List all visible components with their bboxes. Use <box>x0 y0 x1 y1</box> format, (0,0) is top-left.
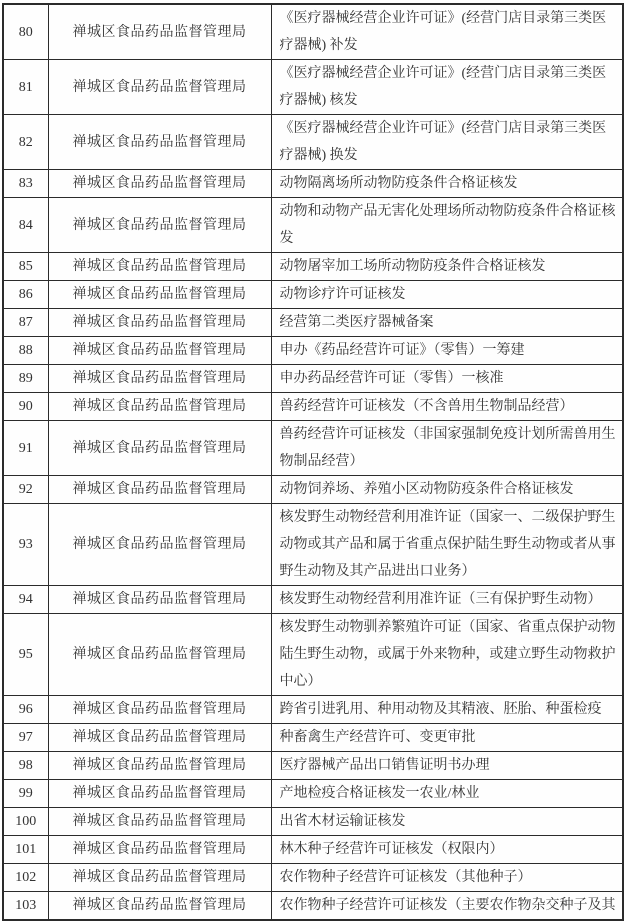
agency-cell: 禅城区食品药品监督管理局 <box>48 892 271 921</box>
item-name-cell: 核发野生动物经营利用准许证（三有保护野生动物） <box>271 586 623 614</box>
item-name-cell: 林木种子经营许可证核发（权限内） <box>271 836 623 864</box>
table-row <box>3 864 623 892</box>
agency-cell: 禅城区食品药品监督管理局 <box>48 864 271 892</box>
table-row <box>3 198 623 253</box>
agency-cell: 禅城区食品药品监督管理局 <box>48 421 271 476</box>
agency-cell: 禅城区食品药品监督管理局 <box>48 4 271 60</box>
row-number-cell: 87 <box>3 309 48 337</box>
table-row <box>3 115 623 170</box>
table-row <box>3 365 623 393</box>
approval-items-table-wrap <box>2 3 622 921</box>
table-row <box>3 780 623 808</box>
table-row <box>3 337 623 365</box>
agency-cell: 禅城区食品药品监督管理局 <box>48 808 271 836</box>
table-row <box>3 586 623 614</box>
agency-cell: 禅城区食品药品监督管理局 <box>48 365 271 393</box>
row-number-cell: 85 <box>3 253 48 281</box>
row-number-cell: 102 <box>3 864 48 892</box>
agency-cell: 禅城区食品药品监督管理局 <box>48 780 271 808</box>
agency-cell: 禅城区食品药品监督管理局 <box>48 281 271 309</box>
item-name-cell: 农作物种子经营许可证核发（主要农作物杂交种子及其 <box>271 892 623 921</box>
row-number-cell: 86 <box>3 281 48 309</box>
row-number-cell: 83 <box>3 170 48 198</box>
row-number-cell: 100 <box>3 808 48 836</box>
agency-cell: 禅城区食品药品监督管理局 <box>48 586 271 614</box>
row-number-cell: 88 <box>3 337 48 365</box>
agency-cell: 禅城区食品药品监督管理局 <box>48 115 271 170</box>
item-name-cell: 动物饲养场、养殖小区动物防疫条件合格证核发 <box>271 476 623 504</box>
table-row <box>3 393 623 421</box>
item-name-cell: 核发野生动物驯养繁殖许可证（国家、省重点保护动物陆生野生动物，或属于外来物种，或建立野生动物救护中心） <box>271 614 623 696</box>
row-number-cell: 91 <box>3 421 48 476</box>
agency-cell: 禅城区食品药品监督管理局 <box>48 752 271 780</box>
agency-cell: 禅城区食品药品监督管理局 <box>48 393 271 421</box>
agency-cell: 禅城区食品药品监督管理局 <box>48 60 271 115</box>
table-row <box>3 4 623 60</box>
row-number-cell: 89 <box>3 365 48 393</box>
agency-cell: 禅城区食品药品监督管理局 <box>48 614 271 696</box>
agency-cell: 禅城区食品药品监督管理局 <box>48 724 271 752</box>
row-number-cell: 103 <box>3 892 48 921</box>
item-name-cell: 兽药经营许可证核发（不含兽用生物制品经营） <box>271 393 623 421</box>
item-name-cell: 《医疗器械经营企业许可证》(经营门店目录第三类医疗器械) 核发 <box>271 60 623 115</box>
table-row <box>3 724 623 752</box>
table-row <box>3 421 623 476</box>
row-number-cell: 80 <box>3 4 48 60</box>
table-row <box>3 504 623 586</box>
item-name-cell: 动物屠宰加工场所动物防疫条件合格证核发 <box>271 253 623 281</box>
item-name-cell: 医疗器械产品出口销售证明书办理 <box>271 752 623 780</box>
row-number-cell: 93 <box>3 504 48 586</box>
agency-cell: 禅城区食品药品监督管理局 <box>48 836 271 864</box>
agency-cell: 禅城区食品药品监督管理局 <box>48 476 271 504</box>
row-number-cell: 90 <box>3 393 48 421</box>
row-number-cell: 84 <box>3 198 48 253</box>
item-name-cell: 出省木材运输证核发 <box>271 808 623 836</box>
agency-cell: 禅城区食品药品监督管理局 <box>48 337 271 365</box>
row-number-cell: 96 <box>3 696 48 724</box>
table-row <box>3 170 623 198</box>
table-row <box>3 808 623 836</box>
item-name-cell: 种畜禽生产经营许可、变更审批 <box>271 724 623 752</box>
row-number-cell: 82 <box>3 115 48 170</box>
item-name-cell: 产地检疫合格证核发一农业/林业 <box>271 780 623 808</box>
item-name-cell: 核发野生动物经营利用准许证（国家一、二级保护野生动物或其产品和属于省重点保护陆生野生动物或者从事野生动物及其产品进出口业务） <box>271 504 623 586</box>
agency-cell: 禅城区食品药品监督管理局 <box>48 309 271 337</box>
row-number-cell: 92 <box>3 476 48 504</box>
row-number-cell: 94 <box>3 586 48 614</box>
table-row <box>3 309 623 337</box>
agency-cell: 禅城区食品药品监督管理局 <box>48 253 271 281</box>
item-name-cell: 动物诊疗许可证核发 <box>271 281 623 309</box>
agency-cell: 禅城区食品药品监督管理局 <box>48 696 271 724</box>
agency-cell: 禅城区食品药品监督管理局 <box>48 170 271 198</box>
row-number-cell: 98 <box>3 752 48 780</box>
table-row <box>3 836 623 864</box>
item-name-cell: 农作物种子经营许可证核发（其他种子） <box>271 864 623 892</box>
row-number-cell: 101 <box>3 836 48 864</box>
table-row <box>3 696 623 724</box>
table-row <box>3 476 623 504</box>
row-number-cell: 95 <box>3 614 48 696</box>
item-name-cell: 动物和动物产品无害化处理场所动物防疫条件合格证核发 <box>271 198 623 253</box>
agency-cell: 禅城区食品药品监督管理局 <box>48 198 271 253</box>
item-name-cell: 申办药品经营许可证（零售）一核准 <box>271 365 623 393</box>
item-name-cell: 《医疗器械经营企业许可证》(经营门店目录第三类医疗器械) 换发 <box>271 115 623 170</box>
row-number-cell: 99 <box>3 780 48 808</box>
approval-items-table <box>2 3 624 921</box>
table-row <box>3 892 623 921</box>
item-name-cell: 跨省引进乳用、种用动物及其精液、胚胎、种蛋检疫 <box>271 696 623 724</box>
row-number-cell: 97 <box>3 724 48 752</box>
table-row <box>3 614 623 696</box>
table-row <box>3 752 623 780</box>
item-name-cell: 兽药经营许可证核发（非国家强制免疫计划所需兽用生物制品经营） <box>271 421 623 476</box>
item-name-cell: 动物隔离场所动物防疫条件合格证核发 <box>271 170 623 198</box>
row-number-cell: 81 <box>3 60 48 115</box>
table-row <box>3 253 623 281</box>
table-row <box>3 281 623 309</box>
agency-cell: 禅城区食品药品监督管理局 <box>48 504 271 586</box>
item-name-cell: 《医疗器械经营企业许可证》(经营门店目录第三类医疗器械) 补发 <box>271 4 623 60</box>
table-row <box>3 60 623 115</box>
table-body <box>3 4 623 920</box>
item-name-cell: 申办《药品经营许可证》（零售）一筹建 <box>271 337 623 365</box>
item-name-cell: 经营第二类医疗器械备案 <box>271 309 623 337</box>
